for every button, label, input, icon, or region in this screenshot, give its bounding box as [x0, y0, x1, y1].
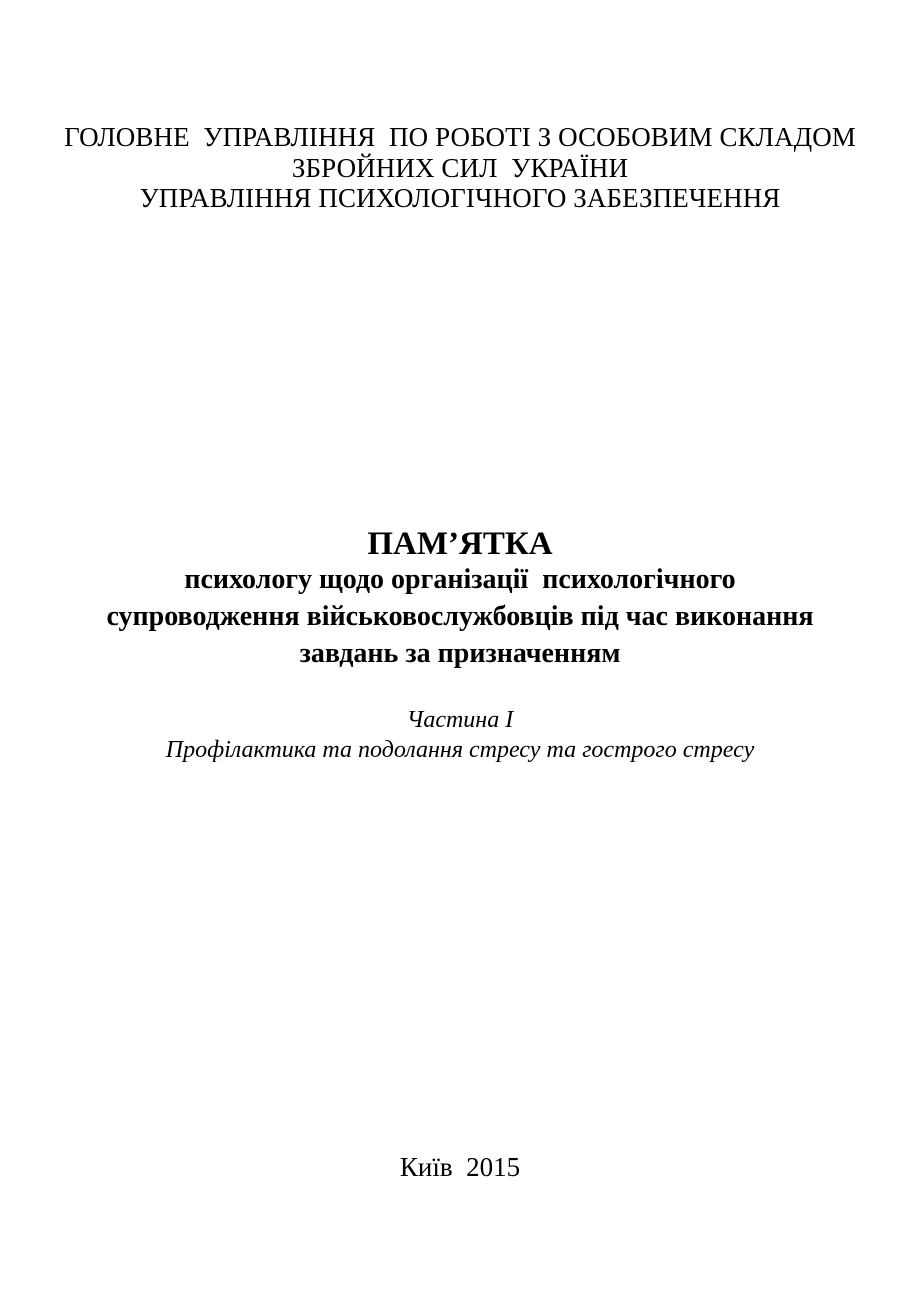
- part-topic: Профілактика та подолання стресу та гострого стресу: [165, 737, 755, 763]
- part-label: Частина І: [406, 707, 514, 733]
- subtitle-line-3: завдань за призначенням: [299, 638, 621, 669]
- subtitle-line-2: супроводження військовослужбовців під час виконання: [106, 601, 814, 632]
- document-title: ПАМ’ЯТКА: [367, 526, 553, 562]
- subtitle-line-1: психологу щодо організації психологічного: [184, 564, 736, 595]
- header-line-3: УПРАВЛІННЯ ПСИХОЛОГІЧНОГО ЗАБЕЗПЕЧЕННЯ: [139, 183, 781, 213]
- header-line-1: ГОЛОВНЕ УПРАВЛІННЯ ПО РОБОТІ З ОСОБОВИМ СКЛАДОМ: [64, 122, 856, 152]
- place-year: Київ 2015: [399, 1152, 521, 1182]
- header-line-2: ЗБРОЙНИХ СИЛ УКРАЇНИ: [291, 153, 629, 183]
